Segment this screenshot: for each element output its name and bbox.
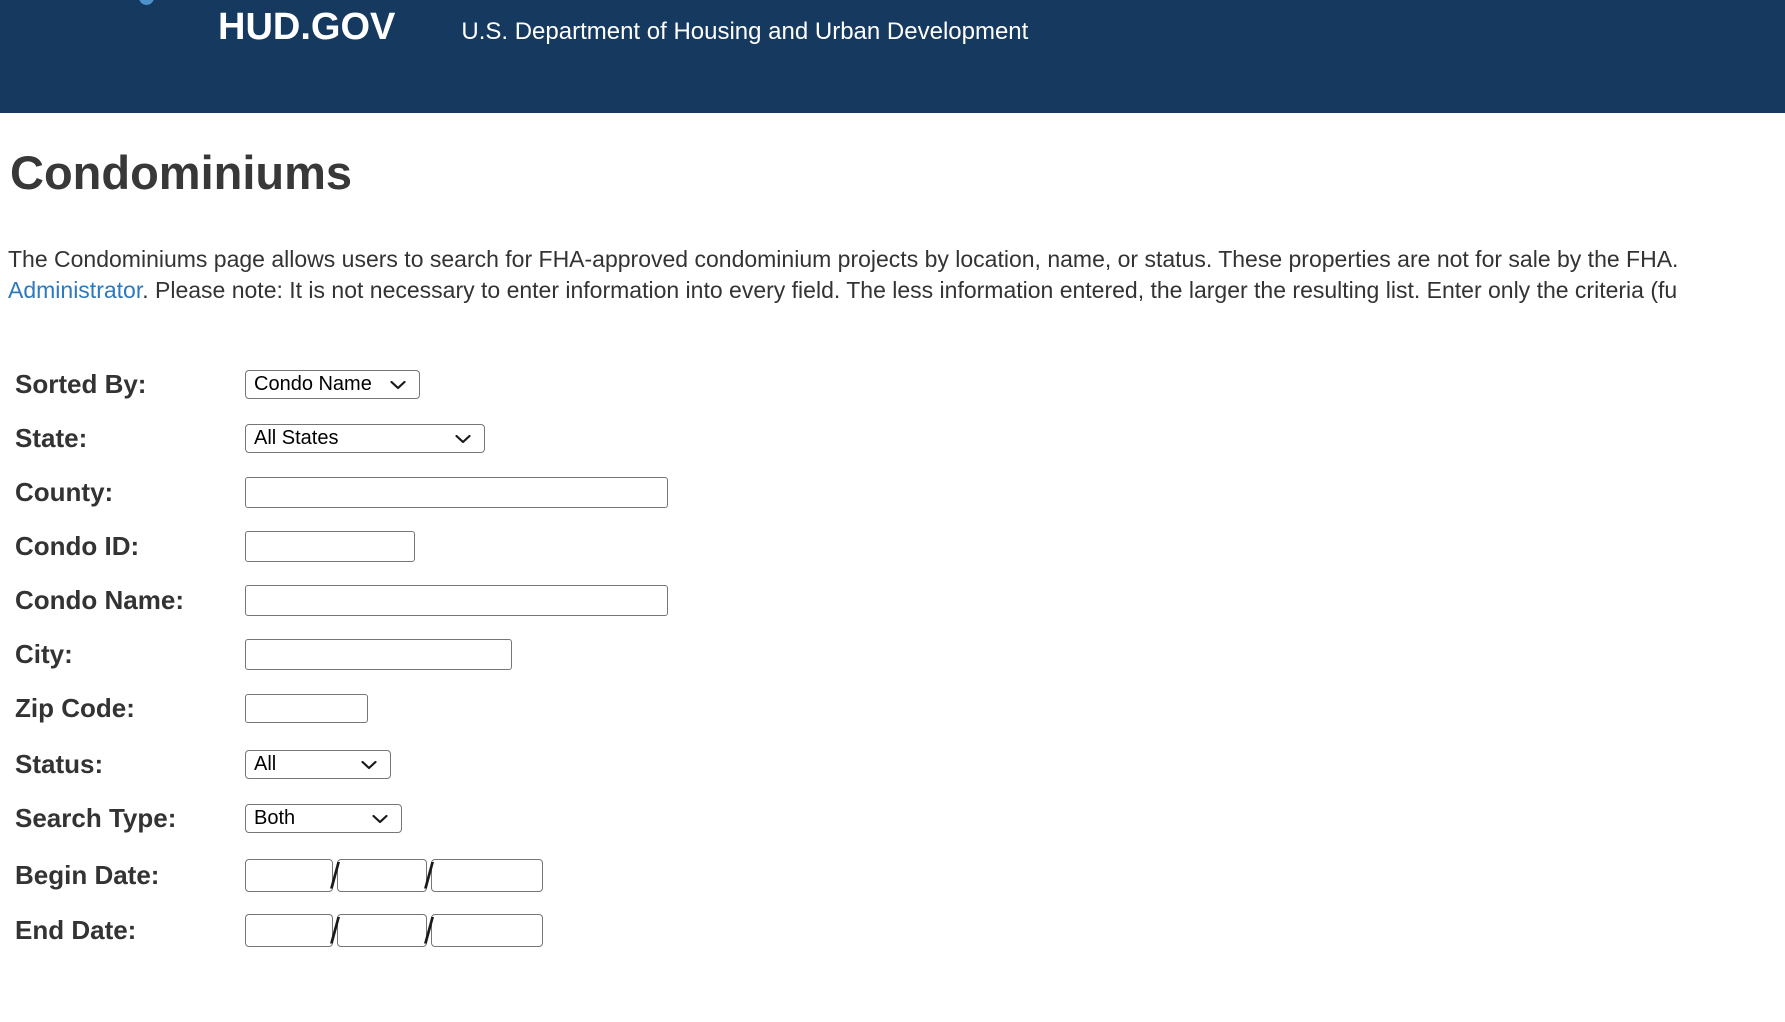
form-row-condo-name: [15, 583, 668, 617]
hud-gov-logo: HUD.GOV: [218, 6, 396, 48]
chevron-down-icon: [372, 815, 388, 824]
end-date-label: End Date:: [15, 914, 137, 945]
status-select[interactable]: [245, 750, 391, 779]
form-row-search-type: [15, 801, 402, 835]
end-date-year-input[interactable]: [431, 914, 543, 947]
administrator-link[interactable]: Administrator: [8, 277, 143, 303]
zip-code-label: Zip Code:: [15, 692, 135, 723]
zip-code-input[interactable]: [245, 694, 368, 723]
begin-date-month-input[interactable]: [245, 859, 333, 892]
chevron-down-icon: [390, 381, 406, 390]
condo-name-input[interactable]: [245, 585, 668, 616]
sorted-by-select[interactable]: [245, 370, 420, 399]
end-date-day-input[interactable]: [337, 914, 427, 947]
form-row-begin-date: [15, 854, 543, 896]
sorted-by-selected-value: Condo Name: [254, 372, 372, 395]
site-header: [0, 0, 1785, 113]
chevron-down-icon: [361, 761, 377, 770]
form-row-sorted-by: [15, 367, 420, 401]
form-row-zip: [15, 691, 368, 725]
intro-line-2: [8, 275, 1785, 306]
chevron-down-icon: [455, 435, 471, 444]
state-select[interactable]: [245, 424, 485, 453]
state-selected-value: All States: [254, 426, 339, 449]
form-row-county: [15, 475, 668, 509]
form-row-status: [15, 747, 391, 781]
form-row-state: [15, 421, 485, 455]
date-separator: /: [330, 909, 341, 951]
date-separator: /: [424, 909, 435, 951]
sorted-by-label: Sorted By:: [15, 368, 147, 399]
county-label: County:: [15, 476, 114, 507]
status-selected-value: All: [254, 752, 277, 775]
begin-date-label: Begin Date:: [15, 859, 160, 890]
intro-paragraph: [8, 244, 1785, 306]
search-type-select[interactable]: [245, 804, 402, 833]
condo-id-input[interactable]: [245, 531, 415, 562]
state-label: State:: [15, 422, 88, 453]
end-date-month-input[interactable]: [245, 914, 333, 947]
page-title: Condominiums: [10, 146, 353, 199]
intro-line-1: The Condominiums page allows users to search for FHA-approved condominium projects by location, name, or status. These properties are not for sale by the FHA.: [8, 246, 1679, 272]
condo-id-label: Condo ID:: [15, 530, 140, 561]
begin-date-year-input[interactable]: [431, 859, 543, 892]
status-label: Status:: [15, 748, 104, 779]
city-input[interactable]: [245, 639, 512, 670]
date-separator: /: [330, 854, 341, 896]
search-type-selected-value: Both: [254, 806, 296, 829]
date-separator: /: [424, 854, 435, 896]
form-row-city: [15, 637, 512, 671]
county-input[interactable]: [245, 477, 668, 508]
intro-line-2-text: . Please note: It is not necessary to enter information into every field. The less information entered, the larger the resulting list. Enter only the criteria (fu: [142, 277, 1678, 303]
begin-date-day-input[interactable]: [337, 859, 427, 892]
condo-name-label: Condo Name:: [15, 584, 184, 615]
header-tagline: U.S. Department of Housing and Urban Development: [461, 18, 1029, 45]
search-type-label: Search Type:: [15, 802, 177, 833]
form-row-end-date: [15, 909, 543, 951]
form-row-condo-id: [15, 529, 415, 563]
city-label: City:: [15, 638, 73, 669]
